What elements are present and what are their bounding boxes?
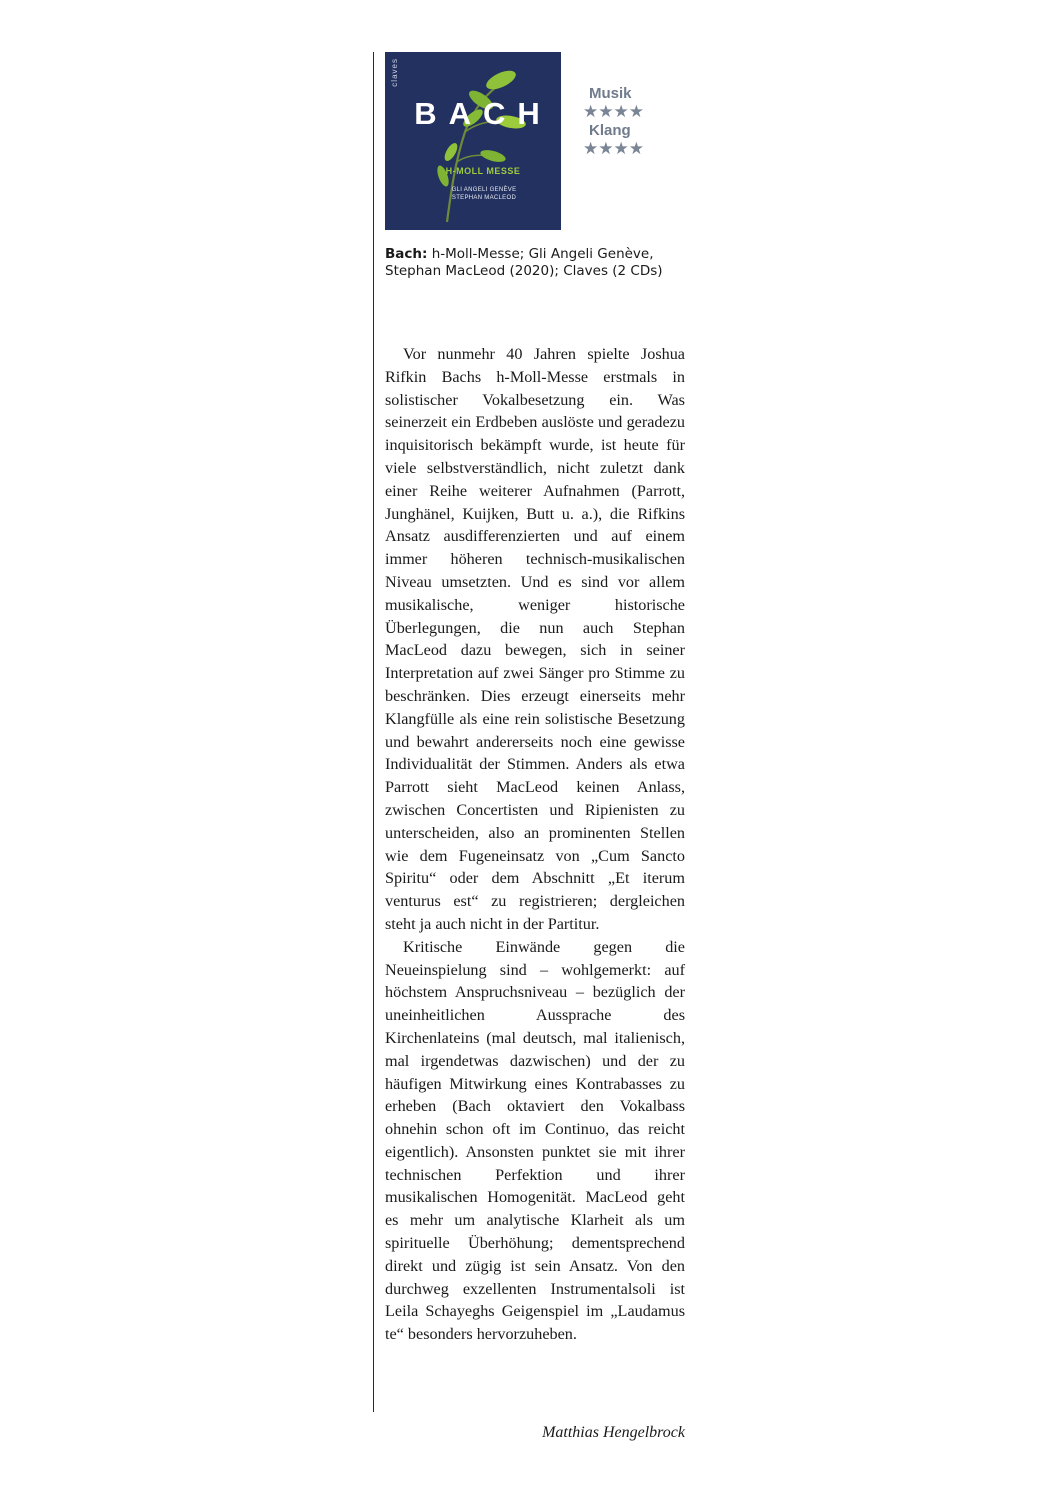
label-logo: claves <box>390 58 399 87</box>
sound-rating-stars: ★★★★ <box>583 139 644 158</box>
cover-subtitle: H-MOLL MESSE <box>445 166 521 176</box>
cover-performers <box>385 186 561 202</box>
album-details: h-Moll-Messe; Gli Angeli Genève, Stephan MacLeod (2020); Claves (2 CDs) <box>385 246 663 279</box>
album-info <box>385 246 695 280</box>
album-cover <box>385 52 561 230</box>
review-author: Matthias Hengelbrock <box>542 1424 685 1441</box>
cover-performer: GLI ANGELI GENÈVE <box>451 187 517 193</box>
leaf-branch-illustration <box>385 52 561 230</box>
music-rating-stars: ★★★★ <box>583 102 644 121</box>
column-divider <box>373 52 374 1412</box>
ratings-box <box>583 84 653 158</box>
sound-rating-label: Klang <box>589 122 631 139</box>
music-rating-label: Musik <box>589 85 632 102</box>
cover-title: BACH <box>414 96 552 131</box>
cover-performer: STEPHAN MACLEOD <box>451 195 517 201</box>
review-body <box>385 343 685 1346</box>
review-paragraph: Vor nunmehr 40 Jahren spielte Joshua Rifkin Bachs h-Moll-Messe erstmals in solistischer Vokalbesetzung ein. Was seinerzeit ein Erdbeben auslöste und geradezu inquisitorisch bekämpft wurde, ist heute für viele selbstverständlich, nicht zuletzt dank einer Reihe weiterer Aufnahmen (Parrott, Junghänel, Kuijken, Butt u. a.), die Rifkins Ansatz ausdifferenzierten und auf einem immer höheren technisch-musikalischen Niveau umsetzten. Und es sind vor allem musikalische, weniger historische Überlegungen, die nun auch Stephan MacLeod dazu bewegen, sich in seiner Interpretation auf zwei Sänger pro Stimme zu beschränken. Dies erzeugt einerseits mehr Klangfülle als eine rein solistische Besetzung und bewahrt andererseits noch eine gewisse Individualität der Stimmen. Anders als etwa Parrott sieht MacLeod keinen Anlass, zwischen Concertisten und Ripienisten zu unterscheiden, also an prominenten Stellen wie dem Fugeneinsatz von „Cum Sancto Spiritu“ oder dem Abschnitt „Et iterum venturus est“ zu registrieren; dergleichen steht ja auch nicht in der Partitur. <box>385 345 685 933</box>
review-paragraph: Kritische Einwände gegen die Neueinspielung sind – wohlgemerkt: auf höchstem Anspruchsniveau – bezüglich der uneinheitlichen Aussprache des Kirchenlateins (mal deutsch, mal italienisch, mal irgendetwas dazwischen) und der zu häufigen Mitwirkung eines Kontrabasses zu erheben (Bach oktaviert den Vokalbass ohnehin schon oft im Continuo, das reicht eigentlich). Ansonsten punktet sie mit ihrer technischen Perfektion und ihrer musikalischen Homogenität. MacLeod geht es mehr um analytische Klarheit als um spirituelle Überhöhung; dementsprechend direkt und zügig ist sein Ansatz. Von den durchweg exzellenten Instrumentalsoli ist Leila Schayeghs Geigenspiel im „Laudamus te“ besonders hervorzuheben. <box>385 937 685 1344</box>
composer-name: Bach: <box>385 246 428 262</box>
